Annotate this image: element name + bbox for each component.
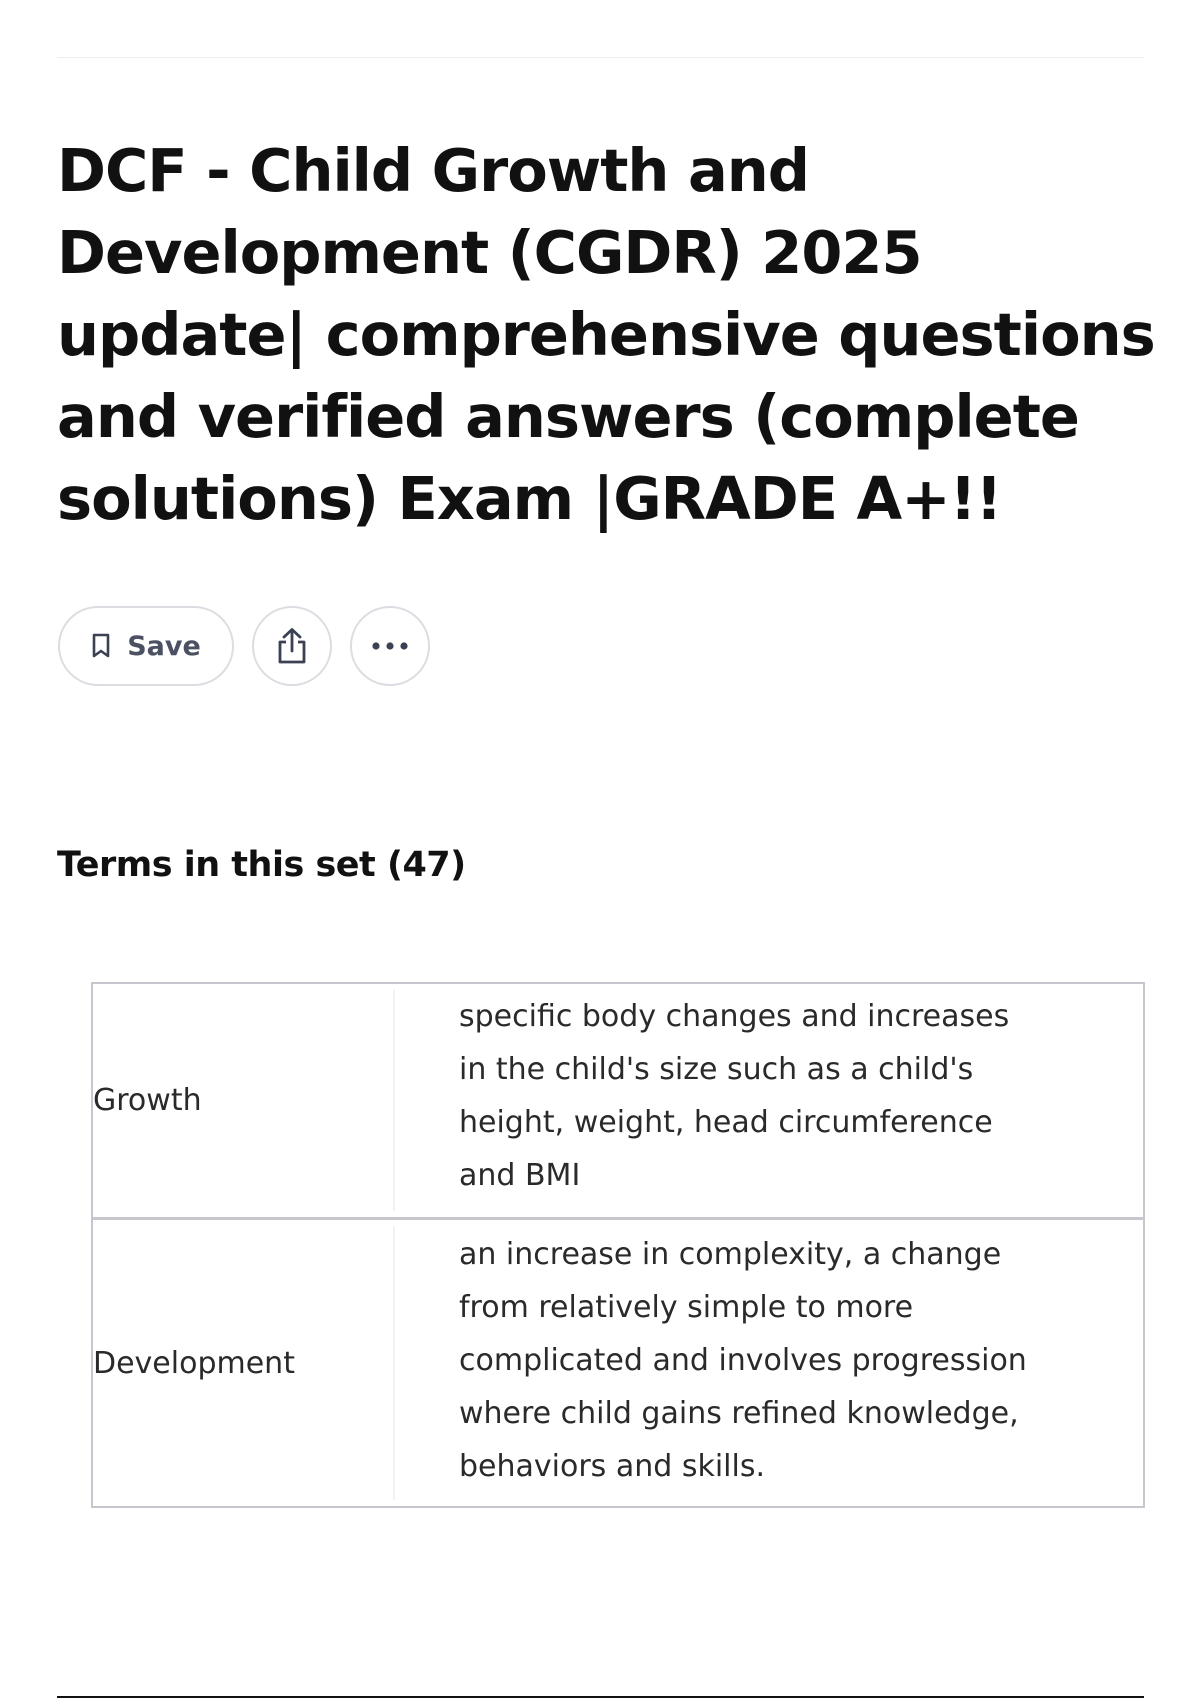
top-divider: [57, 57, 1144, 58]
term-text: Development: [93, 1226, 395, 1500]
term-row[interactable]: [93, 984, 1143, 1220]
save-button[interactable]: [58, 606, 234, 686]
action-bar: [58, 606, 430, 686]
bookmark-icon: [91, 633, 111, 659]
share-button[interactable]: [252, 606, 332, 686]
save-button-label: Save: [127, 630, 201, 662]
bottom-divider: [57, 1696, 1144, 1698]
more-options-button[interactable]: [350, 606, 430, 686]
term-text: Growth: [93, 990, 395, 1211]
definition-text: an increase in complexity, a change from relatively simple to more complicated and involves progression where child gains refined knowledge, behaviors and skills.: [459, 1237, 1027, 1484]
terms-heading: Terms in this set (47): [57, 845, 466, 885]
more-dots-icon: [370, 641, 410, 651]
share-icon: [275, 627, 309, 665]
terms-table: [91, 982, 1145, 1508]
definition-text: specific body changes and increases in the child's size such as a child's height, weight, head circumference and BMI: [459, 999, 1010, 1193]
page-title: DCF - Child Growth and Development (CGDR) 2025 update| comprehensive questions and verified answers (complete solutions) Exam |GRADE A+!!: [57, 136, 1155, 533]
term-row[interactable]: [93, 1220, 1143, 1506]
